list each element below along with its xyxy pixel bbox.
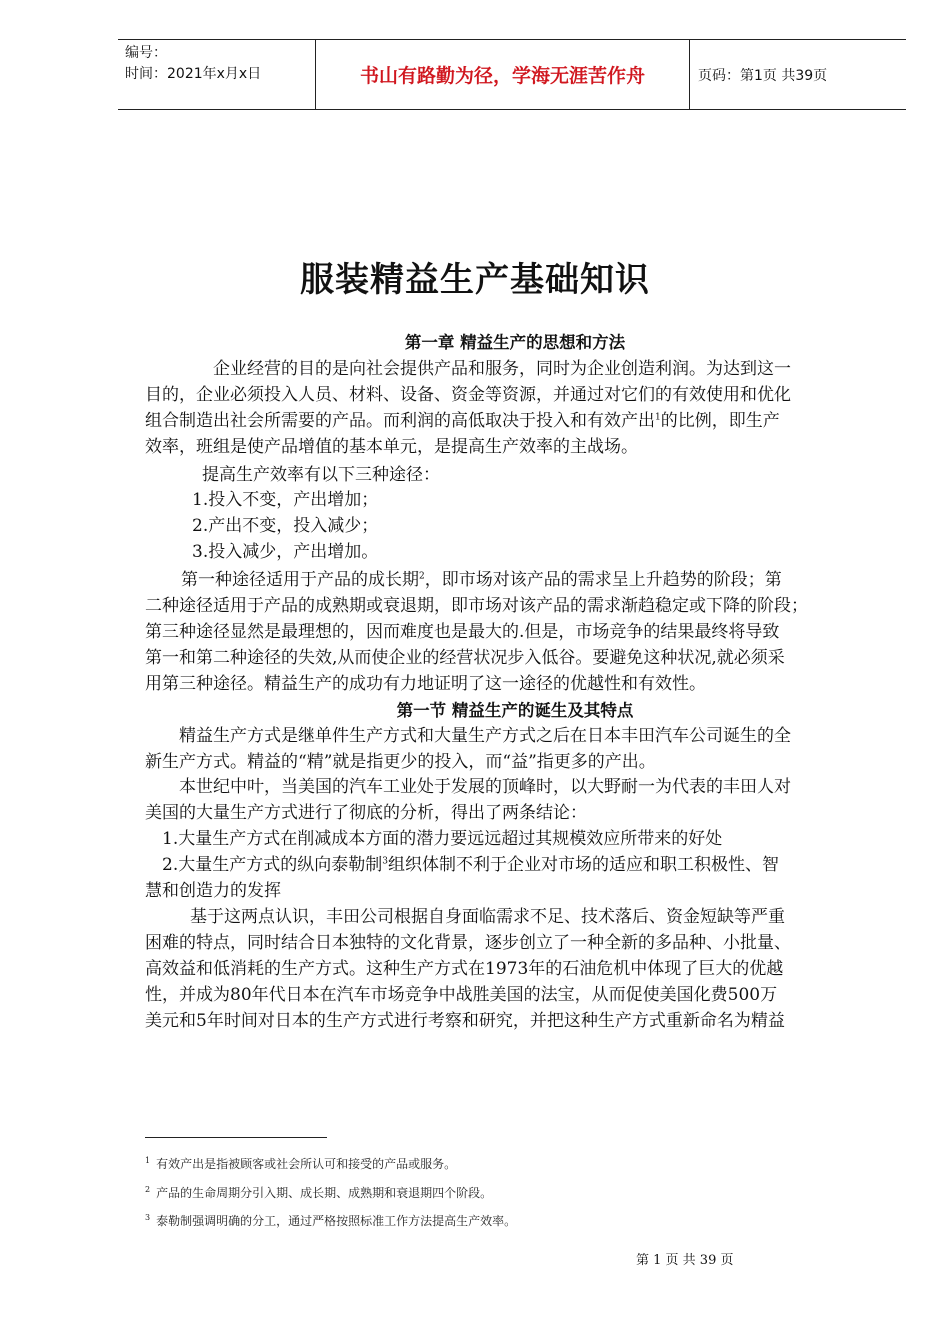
paragraph-line: 提高生产效率有以下三种途径： (202, 464, 440, 485)
footnote (145, 1212, 516, 1229)
header-motto: 书山有路勤为径，学海无涯苦作舟 (359, 65, 645, 87)
section-heading: 第一节 精益生产的诞生及其特点 (396, 700, 634, 720)
footnote-text: 有效产出是指被顾客或社会所认可和接受的产品或服务。 (156, 1157, 457, 1171)
paragraph-line: 困难的特点，同时结合日本独特的文化背景，逐步创立了一种全新的多品种、小批量、 (145, 932, 791, 953)
paragraph-line: 第一和第二种途径的失效,从而使企业的经营状况步入低谷。要避免这种状况,就必须采 (145, 647, 785, 668)
time-label: 时间：2021年x月x日 (125, 66, 262, 82)
paragraph-line: 本世纪中叶，当美国的汽车工业处于发展的顶峰时，以大野耐一为代表的丰田人对 (179, 777, 791, 798)
paragraph-line: 第三种途径显然是最理想的，因而难度也是最大的.但是，市场竞争的结果最终将导致 (145, 621, 780, 642)
paragraph-line: 慧和创造力的发挥 (145, 881, 281, 902)
paragraph-line: 精益生产方式是继单件生产方式和大量生产方式之后在日本丰田汽车公司诞生的全 (179, 725, 791, 746)
text-run: 组织体制不利于企业对市场的适应和职工积极性、智 (387, 855, 779, 876)
paragraph-line: 性，并成为80年代日本在汽车市场竞争中战胜美国的法宝，从而促使美国化费500万 (145, 984, 778, 1005)
text-run: 2.大量生产方式的纵向泰勒制 (162, 855, 383, 876)
document-title: 服装精益生产基础知识 (300, 260, 650, 300)
footnote-number: 3 (145, 1213, 151, 1222)
footnote (145, 1184, 492, 1201)
number-label: 编号： (125, 45, 167, 61)
list-item: 1.大量生产方式在削减成本方面的潜力要远远超过其规模效应所带来的好处 (162, 829, 723, 850)
paragraph-line: 企业经营的目的是向社会提供产品和服务，同时为企业创造利润。为达到这一 (213, 358, 791, 379)
page-footer: 第 1 页 共 39 页 (636, 1253, 734, 1268)
paragraph-line: 用第三种途径。精益生产的成功有力地证明了这一途径的优越性和有效性。 (145, 673, 706, 694)
header-page-label: 页码：第1页 共39页 (698, 67, 828, 84)
footnote-ref: 2 (419, 571, 425, 582)
paragraph-line: 目的，企业必须投入人员、材料、设备、资金等资源，并通过对它们的有效使用和优化 (145, 384, 791, 405)
footnote-text: 泰勒制强调明确的分工，通过严格按照标准工作方法提高生产效率。 (156, 1214, 517, 1228)
list-item: 3.投入减少，产出增加。 (192, 542, 379, 563)
paragraph-line: 基于这两点认识，丰田公司根据自身面临需求不足、技术落后、资金短缺等严重 (190, 906, 785, 927)
paragraph-line: 效率，班组是使产品增值的基本单元，是提高生产效率的主战场。 (145, 436, 638, 457)
document-body (145, 330, 885, 1034)
list-item: 2.产出不变，投入减少； (192, 516, 379, 537)
header-meta-cell (118, 40, 315, 109)
footnote-number: 2 (145, 1185, 151, 1194)
text-run: 的比例，即生产 (660, 410, 780, 431)
list-item (145, 853, 885, 879)
paragraph-line (145, 568, 885, 594)
paragraph-line: 美国的大量生产方式进行了彻底的分析，得出了两条结论： (145, 803, 587, 824)
paragraph-line: 二种途径适用于产品的成熟期或衰退期，即市场对该产品的需求渐趋稳定或下降的阶段； (145, 596, 808, 617)
footnote-ref: 3 (382, 856, 388, 867)
list-item: 1.投入不变，产出增加； (192, 490, 379, 511)
paragraph-line: 美元和5年时间对日本的生产方式进行考察和研究，并把这种生产方式重新命名为精益 (145, 1010, 785, 1031)
text-run: 组合制造出社会所需要的产品。而利润的高低取决于投入和有效产出 (145, 410, 655, 431)
page-header (118, 39, 906, 110)
footnote-separator (145, 1137, 327, 1138)
paragraph-line: 新生产方式。精益的“精”就是指更少的投入，而“益”指更多的产出。 (145, 751, 656, 772)
footnote-text: 产品的生命周期分引入期、成长期、成熟期和衰退期四个阶段。 (156, 1186, 493, 1200)
footnote-number: 1 (145, 1156, 151, 1165)
chapter-heading: 第一章 精益生产的思想和方法 (404, 333, 626, 352)
text-run: ，即市场对该产品的需求呈上升趋势的阶段；第 (424, 570, 782, 591)
paragraph-line (145, 409, 885, 435)
text-run: 第一种途径适用于产品的成长期 (181, 570, 419, 591)
footnote-ref: 1 (655, 412, 661, 423)
footnote (145, 1155, 456, 1172)
paragraph-line: 高效益和低消耗的生产方式。这种生产方式在1973年的石油危机中体现了巨大的优越 (145, 958, 784, 979)
